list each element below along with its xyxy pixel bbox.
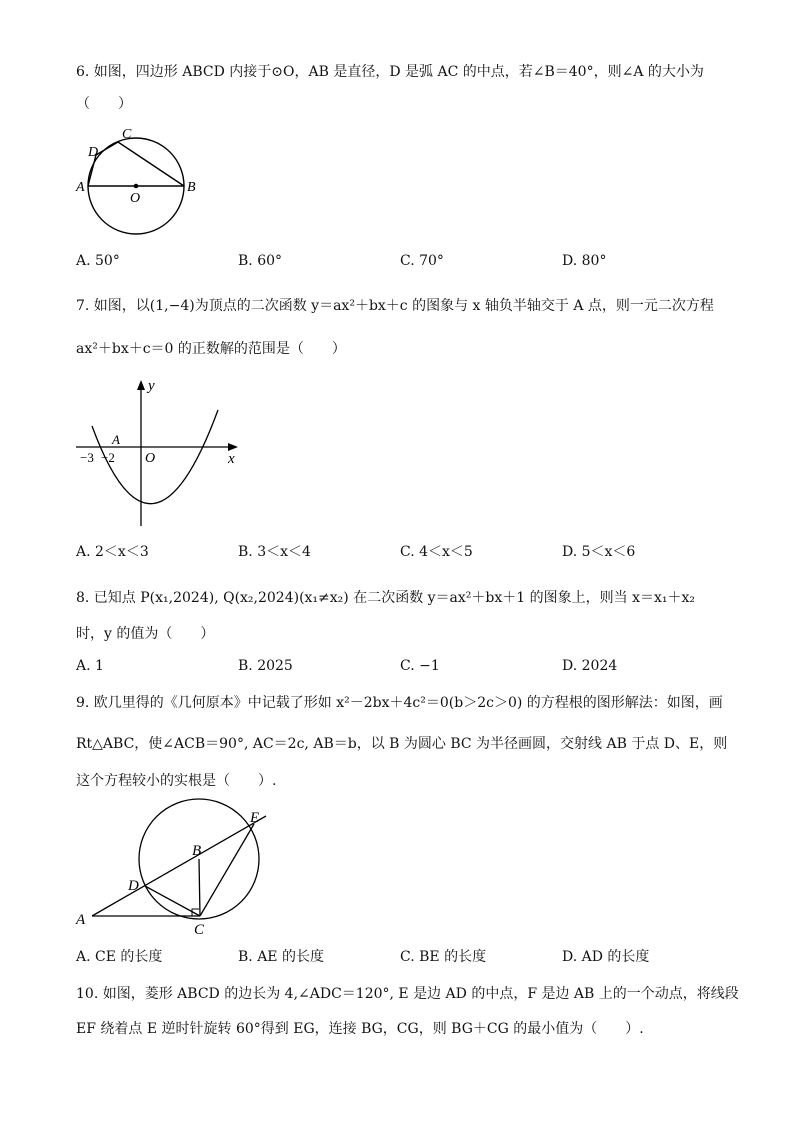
q9-figure [70, 802, 280, 942]
q6-label-a: A [76, 180, 85, 195]
q6-label-c: C [122, 127, 132, 142]
q8-option-c: C. −1 [400, 658, 440, 674]
q9-label-c: C [194, 922, 205, 938]
q9-label-b: B [192, 843, 202, 859]
q7-x-arrow [228, 443, 238, 451]
q6-label-d: D [88, 145, 99, 160]
q7-label-a: A [112, 432, 120, 447]
q7-option-c: C. 4＜x＜5 [400, 544, 473, 560]
q9-stem-line2: Rt△ABC，使∠ACB＝90°, AC＝2c, AB＝b，以 B 为圆心 BC 为半径画圆，交射线 AB 于点 D、E，则 [76, 736, 728, 752]
q9-label-d: D [128, 878, 139, 894]
q7-stem-line1: 7. 如图，以(1,−4)为顶点的二次函数 y＝ax²＋bx＋c 的图象与 x 轴负半轴交于 A 点，则一元二次方程 [76, 298, 714, 314]
q6-option-d: D. 80° [562, 253, 607, 269]
q7-y-arrow [137, 380, 145, 390]
q7-option-d: D. 5＜x＜6 [562, 544, 636, 560]
q7-option-b: B. 3＜x＜4 [238, 544, 311, 560]
q6-label-b: B [187, 180, 196, 195]
q7-label-x: x [228, 451, 235, 467]
q10-stem-line2: EF 绕着点 E 逆时针旋转 60°得到 EG，连接 BG，CG，则 BG＋CG 的最小值为（ ）. [76, 1021, 644, 1037]
q9-label-e: E [250, 810, 260, 826]
q8-option-b: B. 2025 [238, 658, 293, 674]
q10-stem-line1: 10. 如图，菱形 ABCD 的边长为 4,∠ADC＝120°, E 是边 AD 的中点，F 是边 AB 上的一个动点，将线段 [76, 986, 739, 1002]
q7-label-o: O [145, 451, 156, 466]
q6-quad-sides [88, 142, 184, 186]
q9-option-c: C. BE 的长度 [400, 949, 487, 965]
q9-segment-bc [199, 859, 200, 916]
q8-stem-line1: 8. 已知点 P(x₁,2024), Q(x₂,2024)(x₁≠x₂) 在二次函数 y＝ax²＋bx＋1 的图象上，则当 x＝x₁＋x₂ [76, 590, 695, 606]
q9-stem-line1: 9. 欧几里得的《几何原本》中记载了形如 x²－2bx＋4c²＝0(b＞2c＞0) 的方程根的图形解法：如图，画 [76, 695, 723, 711]
q6-option-a: A. 50° [76, 253, 120, 269]
q9-option-a: A. CE 的长度 [76, 949, 163, 965]
q7-tick-neg3: −3 [80, 450, 94, 465]
q7-tick-neg2: −2 [101, 450, 115, 465]
q6-figure [70, 122, 210, 272]
q6-stem-line2: （ ） [76, 96, 132, 112]
q8-stem-line2: 时，y 的值为（ ） [76, 626, 215, 642]
q9-ray-ae [92, 816, 266, 916]
q9-option-d: D. AD 的长度 [562, 949, 650, 965]
q8-option-a: A. 1 [76, 658, 104, 674]
q6-center-dot [134, 184, 139, 189]
q8-option-d: D. 2024 [562, 658, 618, 674]
q7-figure [70, 370, 260, 535]
q7-stem-line2: ax²＋bx＋c＝0 的正数解的范围是（ ） [76, 341, 346, 357]
q9-stem-line3: 这个方程较小的实根是（ ）. [76, 773, 277, 789]
q7-label-y: y [148, 378, 155, 394]
q6-option-b: B. 60° [238, 253, 283, 269]
q6-option-c: C. 70° [400, 253, 444, 269]
q9-option-b: B. AE 的长度 [238, 949, 324, 965]
q9-label-a: A [76, 912, 86, 928]
q6-label-o: O [130, 191, 141, 206]
q7-option-a: A. 2＜x＜3 [76, 544, 149, 560]
q6-stem-line1: 6. 如图，四边形 ABCD 内接于⊙O，AB 是直径，D 是弧 AC 的中点，若∠B＝40°，则∠A 的大小为 [76, 64, 704, 80]
